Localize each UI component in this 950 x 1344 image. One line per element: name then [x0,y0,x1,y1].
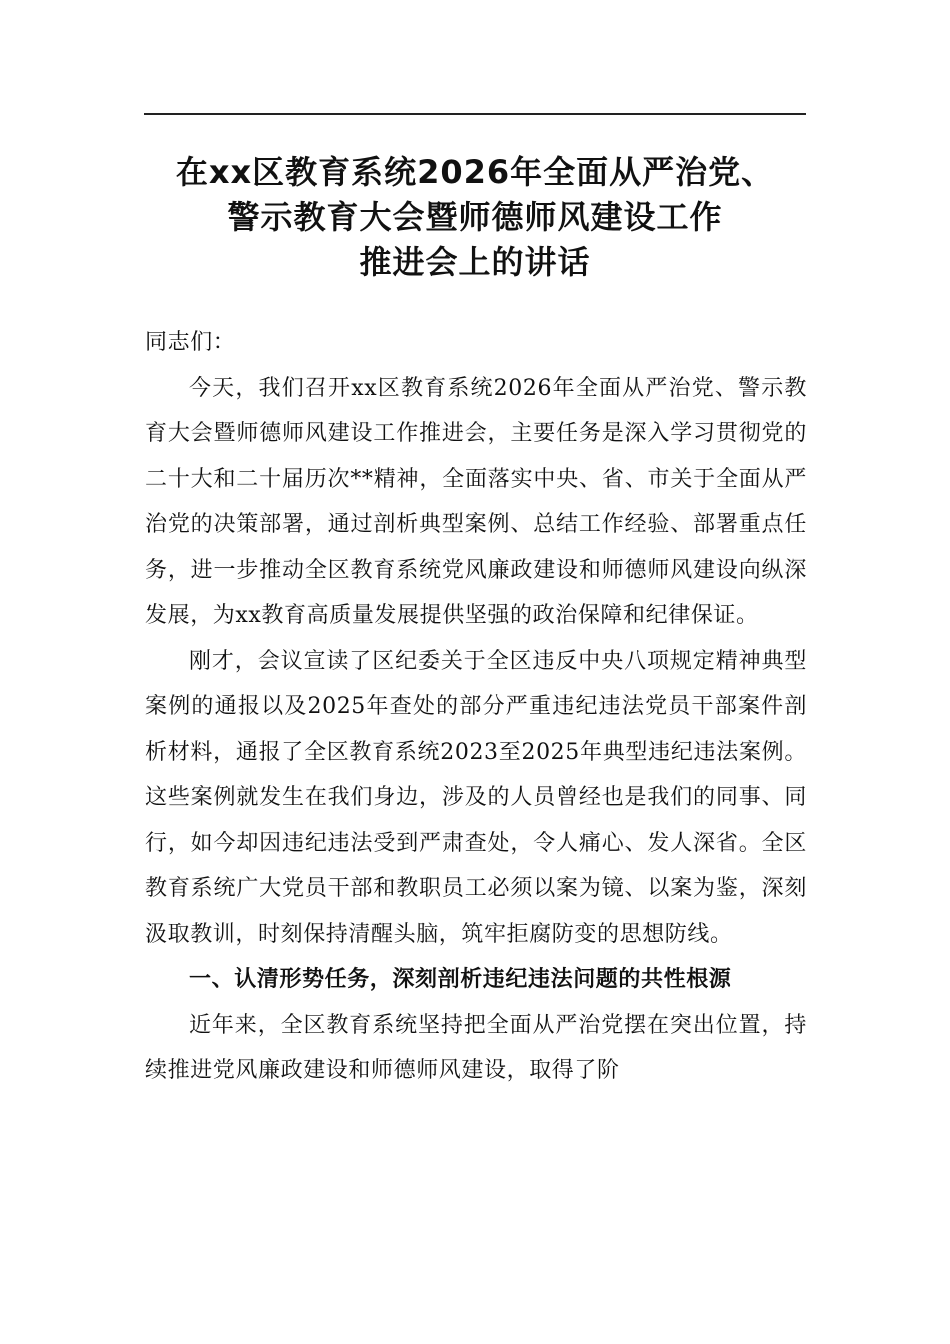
document-title [100,150,850,285]
title-line-1: 在xx区教育系统2026年全面从严治党、 [175,153,775,191]
salutation: 同志们： [145,330,236,355]
section-heading-1: 一、认清形势任务，深刻剖析违纪违法问题的共性根源 [189,967,732,992]
header-rule [144,113,806,115]
title-line-3: 推进会上的讲话 [359,243,591,281]
document-body [145,320,807,1094]
paragraph-cases: 刚才，会议宣读了区纪委关于全区违反中央八项规定精神典型案例的通报以及2025年查处的部分严重违纪违法党员干部案件剖析材料，通报了全区教育系统2023至2025年典型违纪违法案例。这些案例就发生在我们身边，涉及的人员曾经也是我们的同事、同行，如今却因违纪违法受到严肃查处，令人痛心、发人深省。全区教育系统广大党员干部和教职员工必须以案为镜、以案为鉴，深刻汲取教训，时刻保持清醒头脑，筑牢拒腐防变的思想防线。 [145,648,807,947]
title-line-2: 警示教育大会暨师德师风建设工作 [227,198,723,236]
paragraph-section-1: 近年来，全区教育系统坚持把全面从严治党摆在突出位置，持续推进党风廉政建设和师德师风建设，取得了阶 [145,1012,807,1083]
paragraph-opening: 今天，我们召开xx区教育系统2026年全面从严治党、警示教育大会暨师德师风建设工作推进会，主要任务是深入学习贯彻党的二十大和二十届历次**精神，全面落实中央、省、市关于全面从严治党的决策部署，通过剖析典型案例、总结工作经验、部署重点任务，进一步推动全区教育系统党风廉政建设和师德师风建设向纵深发展，为xx教育高质量发展提供坚强的政治保障和纪律保证。 [145,375,807,628]
